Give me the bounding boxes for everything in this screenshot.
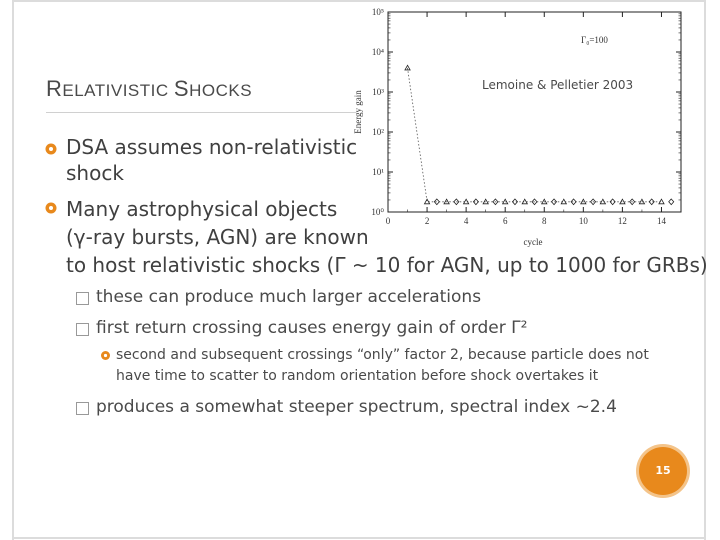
x-axis-label: cycle [523,237,543,247]
sub-bullet-3: produces a somewhat steeper spectrum, spectral index ~2.4 [96,397,617,417]
title-part-1: ELATIVISTIC [62,81,174,100]
slide-frame-bottom [12,537,706,539]
y-tick-label: 10⁰ [371,207,384,217]
diamond-point [434,199,439,205]
x-tick-label: 12 [617,216,627,226]
triangle-point [503,199,508,204]
slide-title [46,76,252,102]
bullet-2-line-3: to host relativistic shocks (Γ ~ 10 for AGN, up to 1000 for GRBs) [66,253,708,277]
figure-credit: Lemoine & Pelletier 2003 [482,78,634,92]
slide-frame-left [12,0,14,540]
y-tick-label: 10² [372,127,384,137]
gear-bullet-icon [44,201,58,215]
triangle-point [620,199,625,204]
x-tick-label: 2 [424,216,430,226]
sub-sub-bullet-line-1: second and subsequent crossings “only” factor 2, because particle does not [116,347,649,363]
checkbox-bullet-icon [76,402,89,415]
x-tick-label: 8 [542,216,547,226]
y-tick-label: 10⁴ [371,47,384,57]
x-tick-label: 4 [463,216,469,226]
x-tick-label: 14 [656,216,666,226]
page-number-badge: 15 [639,447,687,495]
title-underline [46,112,356,113]
checkbox-bullet-icon [76,323,89,336]
x-tick-label: 0 [385,216,391,226]
title-letter-r: R [46,76,63,101]
checkbox-bullet-icon [76,292,89,305]
sub-sub-bullet-line-2: have time to scatter to random orientation before shock overtakes it [116,368,599,384]
plot-frame [388,12,681,212]
title-part-2: HOCKS [189,81,253,100]
x-tick-label: 10 [578,216,588,226]
bullet-1-line-1: DSA assumes non-relativistic [66,135,358,159]
y-tick-label: 10¹ [372,167,384,177]
diamond-point [669,199,674,205]
gamma-annotation: Γ₀=100 [581,35,608,45]
y-axis-label: Energy gain [353,90,363,134]
bullet-2-line-2: (γ-ray bursts, AGN) are known [66,225,369,249]
title-letter-s: S [173,76,190,101]
bullet-2-line-1: Many astrophysical objects [66,197,338,221]
sub-bullet-2: first return crossing causes energy gain of order Γ² [96,318,528,338]
bullet-1-line-2: shock [66,161,124,185]
y-tick-label: 10³ [372,87,384,97]
gear-bullet-icon [44,142,58,156]
gear-bullet-icon [100,350,111,361]
x-tick-label: 6 [502,216,508,226]
y-tick-label: 10⁵ [371,7,384,17]
diamond-point [552,199,557,205]
sub-bullet-1: these can produce much larger accelerations [96,287,482,307]
slide-frame-top [12,0,706,2]
energy-gain-chart [355,4,685,254]
